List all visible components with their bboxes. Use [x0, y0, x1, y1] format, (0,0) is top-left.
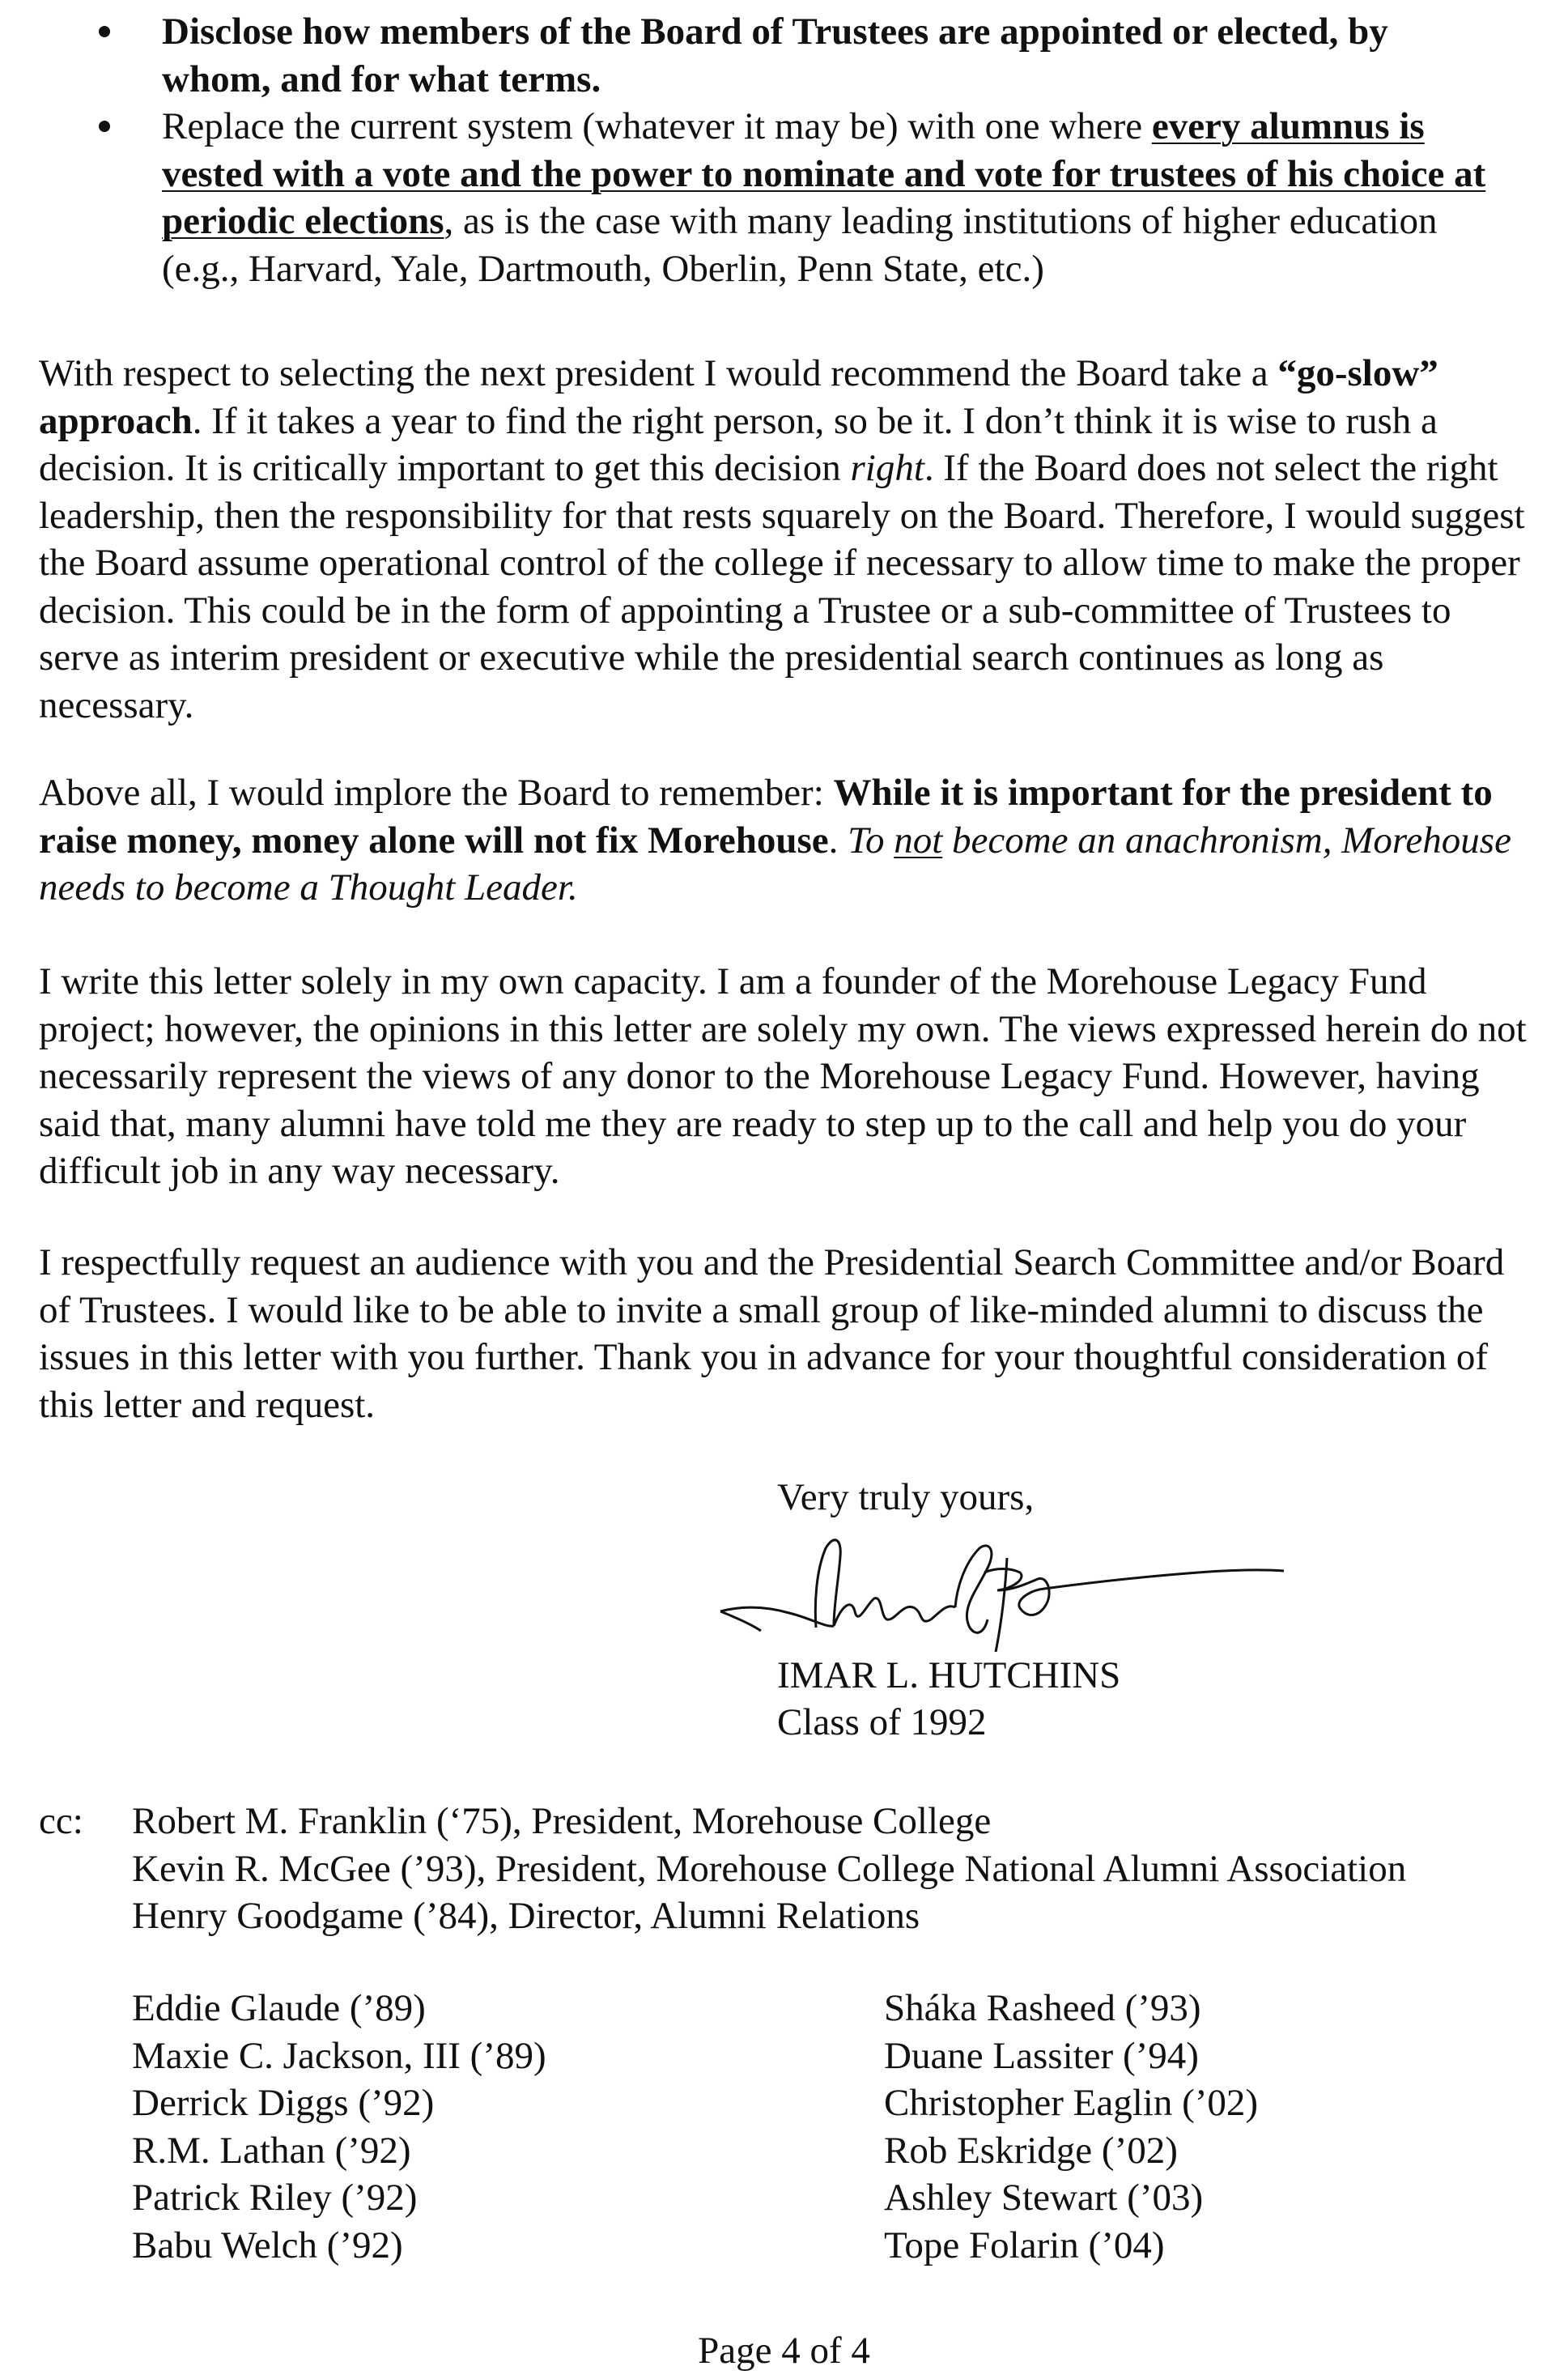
cc-label: cc:: [39, 1800, 83, 1842]
thought-leader-italic-1: To: [848, 819, 894, 862]
above-all-text-2: .: [828, 819, 848, 862]
cc-item: Robert M. Franklin (‘75), President, Morehouse College: [132, 1800, 992, 1842]
above-all-text-1: Above all, I would implore the Board to remember:: [39, 772, 834, 814]
above-all-paragraph: [39, 769, 1528, 912]
alumni-name: Ashley Stewart (’03): [884, 2177, 1204, 2219]
alumni-name: R.M. Lathan (’92): [132, 2129, 411, 2172]
thought-leader-italic-2: become an anachronism, Morehouse needs to become a Thought Leader.: [39, 819, 1511, 909]
president-selection-paragraph: [39, 350, 1528, 729]
president-text-3: . If the Board does not select the right leadership, then the responsibility for that rests squarely on the Board. Therefore, I would suggest the Board assume operational control of the college if necessary to allow time to make the proper decision. This could be in the form of appointing a Trustee or a sub-committee of Trustees to serve as interim president or executive while the presidential search continues as long as necessary.: [39, 447, 1525, 726]
signature-image: [712, 1530, 1295, 1652]
alumni-name: Babu Welch (’92): [132, 2224, 403, 2266]
alumni-names-left-column: [132, 1985, 546, 2269]
capacity-paragraph: I write this letter solely in my own capacity. I am a founder of the Morehouse Legacy Fund project; however, the opinions in this letter are solely my own. The views expressed herein do not necessarily represent the views of any donor to the Morehouse Legacy Fund. However, having said that, many alumni have told me they are ready to step up to the call and help you do your difficult job in any way necessary.: [39, 960, 1527, 1192]
president-text-2: . If it takes a year to find the right person, so be it. I don’t think it is wise to rush a decision. It is critically important to get this decision: [39, 399, 1438, 489]
bullet-replace-emphasis: every alumnus is vested with a vote and the power to nominate and vote for trustees of his choice at periodic elections: [162, 105, 1486, 242]
alumni-name: Eddie Glaude (’89): [132, 1987, 426, 2029]
cc-item: Kevin R. McGee (’93), President, Morehouse College National Alumni Association: [132, 1847, 1407, 1890]
cc-item: Henry Goodgame (’84), Director, Alumni Relations: [132, 1895, 920, 1937]
bullet-item-disclose: [162, 8, 1498, 103]
bullet-disclose-text: Disclose how members of the Board of Trustees are appointed or elected, by whom, and for what terms.: [162, 11, 1388, 100]
go-slow-emphasis: “go-slow” approach: [39, 352, 1438, 442]
bullet-replace-before: Replace the current system (whatever it may be) with one where: [162, 105, 1152, 147]
signer-name: IMAR L. HUTCHINS: [777, 1654, 1121, 1696]
bullet-item-replace: [162, 103, 1498, 292]
page-number: Page 4 of 4: [698, 2330, 870, 2372]
bullet-icon: [99, 121, 110, 132]
alumni-names-right-column: [884, 1985, 1258, 2269]
bullet-list: [162, 8, 1498, 292]
bullet-replace-after: , as is the case with many leading institutions of higher education (e.g., Harvard, Yale, Dartmouth, Oberlin, Penn State, etc.): [162, 200, 1438, 290]
president-text-1: With respect to selecting the next president I would recommend the Board take a: [39, 352, 1278, 394]
money-emphasis: While it is important for the president to raise money, money alone will not fix Morehouse: [39, 772, 1493, 862]
cc-list: [132, 1798, 1557, 1940]
alumni-name: Patrick Riley (’92): [132, 2177, 418, 2219]
bullet-icon: [99, 26, 110, 37]
alumni-name: Maxie C. Jackson, III (’89): [132, 2034, 546, 2077]
not-emphasis: not: [894, 819, 943, 862]
alumni-name: Duane Lassiter (’94): [884, 2034, 1199, 2077]
closing-salutation: Very truly yours,: [777, 1476, 1035, 1518]
alumni-name: Christopher Eaglin (’02): [884, 2082, 1259, 2124]
right-emphasis: right: [850, 447, 924, 489]
request-paragraph: I respectfully request an audience with you and the Presidential Search Committee and/or Board of Trustees. I would like to be able to invite a small group of like-minded alumni to discuss the issues in this letter with you further. Thank you in advance for your thoughtful consideration of this letter and request.: [39, 1241, 1505, 1426]
alumni-name: Tope Folarin (’04): [884, 2224, 1165, 2266]
alumni-name: Derrick Diggs (’92): [132, 2082, 435, 2124]
signer-class: Class of 1992: [777, 1701, 987, 1743]
alumni-name: Sháka Rasheed (’93): [884, 1987, 1201, 2029]
alumni-name: Rob Eskridge (’02): [884, 2129, 1178, 2172]
